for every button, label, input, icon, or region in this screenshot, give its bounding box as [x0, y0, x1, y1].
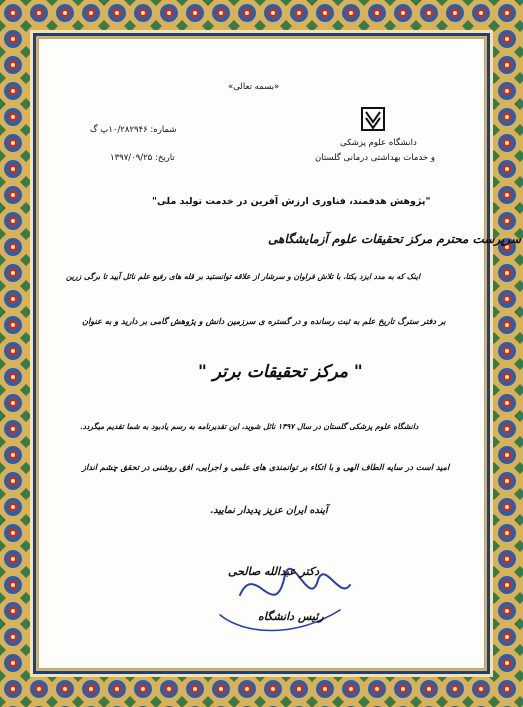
- letter-line-2: بر دفتر سترگ تاریخ علم به ثبت رسانده و در گستره ی سرزمین دانش و پژوهش گامی بر دارید و به عنوان: [82, 316, 446, 326]
- letter-line-3: دانشگاه علوم پزشکی گلستان در سال ۱۳۹۷ نائل شوید، این تقدیرنامه به رسم یادبود به شما تقدیم میگردد.: [80, 422, 419, 431]
- motto: "پژوهش هدفمند، فناوری ارزش آفرین در خدمت تولید ملی": [152, 196, 431, 207]
- letter-line-4: امید است در سایه الطاف الهی و با اتکاء بر توانمندی های علمی و اجرایی، افق روشنی در تحقق چشم انداز: [82, 462, 450, 472]
- bismillah: «بسمه تعالی»: [228, 82, 280, 92]
- signatory-name: دکتر عبدالله صالحی: [228, 565, 320, 578]
- university-logo: [360, 106, 386, 132]
- signatory-role: رئیس دانشگاه: [258, 610, 324, 623]
- letter-date: تاریخ: ۱۳۹۷/۰۹/۲۵: [110, 153, 175, 163]
- letter-line-5: آینده ایران عزیز پدیدار نمایید.: [210, 505, 328, 516]
- letter-number: شماره: ۱۰/۲۸۲۹۴۶پ گ: [90, 125, 177, 135]
- handwritten-signature: [200, 540, 360, 640]
- award-title: " مرکز تحقیقات برتر ": [198, 362, 363, 382]
- org-name-line1: دانشگاه علوم پزشکی: [340, 138, 417, 148]
- org-name-line2: و خدمات بهداشتی درمانی گلستان: [315, 153, 435, 163]
- letter-line-1: اینک که به مدد ایزد یکتا، با تلاش فراوان و سرشار از علاقه توانستید بر قله های رفیع علم نائل آیید تا برگی زرین: [66, 272, 421, 281]
- salutation: سرپرست محترم مرکز تحقیقات علوم آزمایشگاهی: [268, 232, 522, 246]
